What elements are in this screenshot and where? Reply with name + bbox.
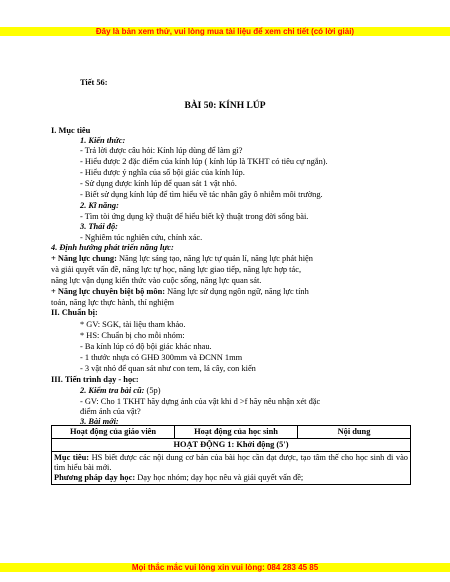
objectives-heading: I. Mục tiêu <box>51 126 91 135</box>
attitude-item: - Nghiêm túc nghiên cứu, chính xác. <box>80 233 203 242</box>
process-heading: III. Tiến trình dạy - học: <box>51 375 139 384</box>
skills-heading: 2. Kĩ năng: <box>80 201 119 210</box>
specific-competency-line: toán, năng lực thực hành, thí nghiệm <box>51 298 175 307</box>
prep-item: - Ba kính lúp có độ bội giác khác nhau. <box>80 342 212 351</box>
prep-item: - 1 thước nhựa có GHĐ 300mm và ĐCNN 1mm <box>80 353 243 362</box>
preview-banner: Đây là bản xem thử, vui lòng mua tài liệu để xem chi tiết (có lời giải) <box>0 27 450 36</box>
table-header-row <box>52 426 411 439</box>
lesson-number: Tiết 56: <box>80 78 108 87</box>
knowledge-item: - Biết sử dụng kính lúp để tìm hiểu về tác nhân gây ô nhiễm môi trường. <box>80 190 323 199</box>
table-row <box>52 439 411 452</box>
table-header-content: Nội dung <box>298 426 411 439</box>
general-competency-line: và giải quyết vấn đề, năng lực tự học, năng lực giao tiếp, năng lực hợp tác, <box>51 265 302 274</box>
activity-details: Mục tiêu: HS biết được các nội dung cơ bản của bài học cần đạt được, tạo tâm thế cho học sinh đi vào tìm hiểu bài mới. Phương pháp dạy học: Dạy học nhóm; dạy học nêu và giải quyết vấn đề; <box>52 452 411 485</box>
attitude-heading: 3. Thái độ: <box>80 222 118 231</box>
knowledge-item: - Hiểu được 2 đặc điểm của kính lúp ( kính lúp là TKHT có tiêu cự ngắn). <box>80 157 328 166</box>
knowledge-item: - Sử dụng được kính lúp để quan sát 1 vật nhỏ. <box>80 179 237 188</box>
activity-title: HOẠT ĐỘNG 1: Khởi động (5') <box>52 439 411 452</box>
competency-heading: 4. Định hướng phát triển năng lực: <box>51 243 174 252</box>
check-heading-line: 2. Kiểm tra bài cũ: (5p) <box>80 386 161 395</box>
knowledge-item: - Trả lời được câu hỏi: Kính lúp dùng để làm gì? <box>80 146 243 155</box>
specific-competency-line: + Năng lực chuyên biệt bộ môn: Năng lực sử dụng ngôn ngữ, năng lực tính <box>51 287 309 296</box>
skills-item: - Tìm tòi ứng dụng kỹ thuật để hiểu biết kỹ thuật trong đời sống bài. <box>80 212 309 221</box>
teacher-prep: * GV: SGK, tài liệu tham khảo. <box>80 320 186 329</box>
lesson-title: BÀI 50: KÍNH LÚP <box>184 101 266 111</box>
check-question: điểm ảnh của vật? <box>80 407 141 416</box>
general-competency-line: + Năng lực chung: Năng lực sáng tạo, năng lực tự quản lí, năng lực phát hiện <box>51 254 313 263</box>
check-question: - GV: Cho 1 TKHT hãy dựng ảnh của vật khi d >f hãy nêu nhận xét đặc <box>80 397 321 406</box>
general-competency-line: năng lực vận dụng kiến thức vào cuộc sống, năng lực quan sát. <box>51 276 262 285</box>
table-header-teacher: Hoạt động của giáo viên <box>52 426 175 439</box>
activity-table <box>51 425 411 485</box>
preparation-heading: II. Chuẩn bị: <box>51 308 98 317</box>
student-prep: * HS: Chuẩn bị cho mỗi nhóm: <box>80 331 185 340</box>
new-lesson-heading: 3. Bài mới: <box>80 417 119 426</box>
knowledge-item: - Hiểu được ý nghĩa của số bội giác của kính lúp. <box>80 168 245 177</box>
table-header-student: Hoạt động của học sinh <box>175 426 298 439</box>
prep-item: - 3 vật nhỏ để quan sát như con tem, lá cây, con kiến <box>80 364 256 373</box>
contact-banner: Mọi thắc mắc vui lòng xin vui lòng: 084 283 45 85 <box>0 563 450 572</box>
table-row <box>52 452 411 485</box>
knowledge-heading: 1. Kiến thức: <box>80 136 126 145</box>
